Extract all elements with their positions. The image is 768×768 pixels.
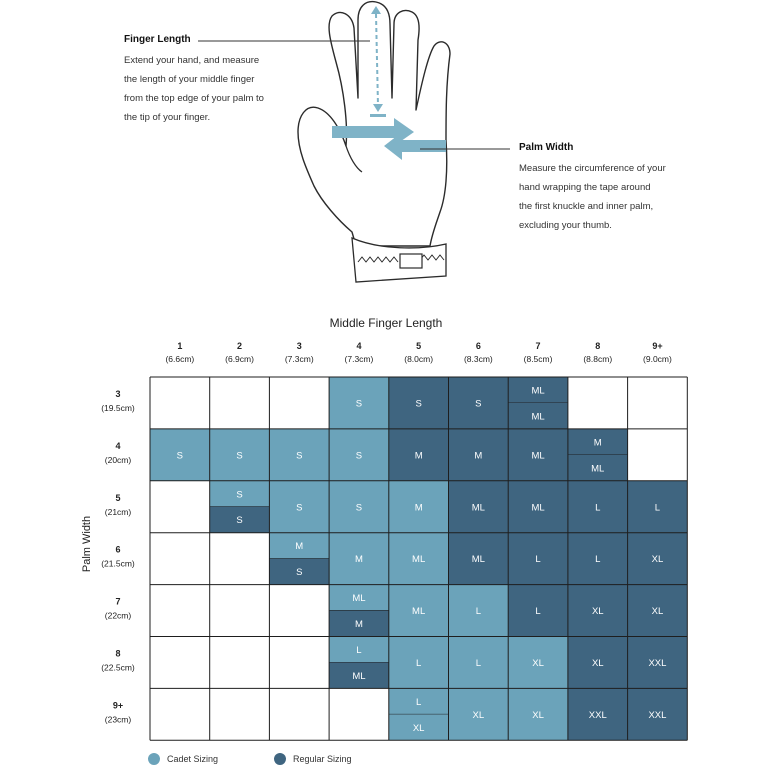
- size-label: ML: [471, 554, 485, 566]
- size-label: ML: [471, 502, 485, 514]
- finger-length-line: the tip of your finger.: [124, 112, 211, 123]
- column-header-size: 6: [475, 341, 481, 351]
- size-label: XL: [591, 657, 604, 669]
- palm-width-line: Measure the circumference of your: [519, 163, 666, 174]
- column-header-size: 9+: [652, 341, 663, 351]
- column-header-size: 4: [356, 341, 362, 351]
- size-label: ML: [412, 606, 426, 618]
- size-label: L: [416, 696, 422, 708]
- size-label: M: [593, 437, 602, 449]
- column-header-length: (6.6cm): [165, 354, 195, 364]
- size-label: L: [535, 606, 541, 618]
- size-label: ML: [531, 385, 545, 397]
- size-label: XXL: [648, 657, 667, 669]
- size-label: S: [296, 502, 303, 514]
- size-label: L: [475, 657, 481, 669]
- row-header-size: 3: [115, 388, 121, 399]
- size-label: XL: [651, 606, 664, 618]
- size-label: XXL: [648, 709, 667, 721]
- row-header-size: 8: [115, 648, 121, 659]
- size-label: XL: [651, 554, 664, 566]
- size-label: S: [355, 450, 363, 462]
- column-header-size: 1: [177, 341, 183, 351]
- size-label: ML: [352, 670, 366, 682]
- size-label: M: [414, 502, 423, 514]
- row-header-width: (21.5cm): [101, 558, 135, 569]
- size-label: M: [354, 554, 363, 566]
- column-header-size: 3: [296, 341, 302, 351]
- size-label: ML: [352, 593, 366, 605]
- finger-length-title: Finger Length: [124, 34, 191, 45]
- size-label: S: [355, 398, 363, 410]
- row-header-size: 4: [115, 440, 121, 451]
- row-header-size: 7: [115, 596, 121, 607]
- finger-length-line: Extend your hand, and measure: [124, 55, 260, 66]
- row-header-size: 5: [115, 492, 121, 503]
- column-header-length: (7.3cm): [284, 354, 314, 364]
- palm-width-title: Palm Width: [519, 142, 574, 153]
- size-label: ML: [531, 411, 545, 423]
- size-label: S: [236, 450, 243, 462]
- legend-cadet-label: Cadet Sizing: [167, 754, 219, 764]
- size-label: ML: [531, 502, 545, 514]
- size-label: XL: [591, 606, 604, 618]
- size-label: S: [236, 489, 243, 501]
- column-header-size: 8: [595, 341, 601, 351]
- size-label: M: [414, 450, 423, 462]
- size-label: S: [355, 502, 363, 514]
- size-label: S: [236, 515, 243, 527]
- row-header-width: (22.5cm): [101, 662, 135, 673]
- column-header-length: (8.8cm): [583, 354, 613, 364]
- size-label: L: [595, 554, 601, 566]
- size-label: S: [415, 398, 422, 410]
- size-label: XL: [532, 709, 544, 721]
- row-header-width: (23cm): [104, 714, 132, 725]
- legend-cadet: [148, 753, 218, 765]
- x-axis-title: Middle Finger Length: [329, 316, 443, 330]
- size-label: M: [295, 541, 304, 553]
- size-label: S: [475, 398, 482, 410]
- size-label: S: [176, 450, 184, 462]
- size-label: XXL: [588, 709, 607, 721]
- size-label: L: [535, 554, 541, 566]
- column-header-length: (8.0cm): [404, 354, 434, 364]
- size-label: ML: [412, 554, 426, 566]
- column-header-length: (9.0cm): [643, 354, 672, 364]
- row-header-width: (19.5cm): [101, 402, 135, 413]
- column-header-length: (6.9cm): [225, 354, 254, 364]
- size-label: S: [296, 567, 303, 579]
- palm-width-line: hand wrapping the tape around: [519, 182, 651, 193]
- size-label: M: [354, 619, 363, 631]
- column-header-length: (7.3cm): [344, 354, 374, 364]
- regular-swatch: [274, 753, 286, 765]
- size-label: L: [356, 644, 362, 656]
- size-label: S: [296, 450, 303, 462]
- row-header-width: (21cm): [104, 506, 132, 517]
- size-label: L: [475, 606, 481, 618]
- column-header-size: 5: [416, 341, 422, 351]
- legend-regular: [274, 753, 352, 765]
- size-label: XL: [412, 722, 425, 734]
- column-header-size: 2: [237, 341, 243, 351]
- row-header-width: (20cm): [104, 454, 132, 465]
- finger-length-line: from the top edge of your palm to: [124, 93, 264, 104]
- palm-width-line: excluding your thumb.: [519, 220, 612, 231]
- size-label: L: [595, 502, 601, 514]
- column-header-size: 7: [535, 341, 541, 351]
- size-label: ML: [591, 463, 605, 475]
- column-header-length: (8.3cm): [463, 354, 493, 364]
- size-label: XL: [472, 709, 485, 721]
- y-axis-title: Palm Width: [81, 515, 93, 573]
- finger-length-line: the length of your middle finger: [124, 74, 255, 85]
- size-label: ML: [531, 450, 545, 462]
- cadet-swatch: [148, 753, 160, 765]
- size-label: L: [416, 657, 422, 669]
- size-label: XL: [532, 657, 544, 669]
- size-label: M: [474, 450, 483, 462]
- row-header-size: 9+: [112, 700, 124, 711]
- palm-width-line: the first knuckle and inner palm,: [519, 201, 654, 212]
- row-header-width: (22cm): [104, 610, 132, 621]
- column-header-length: (8.5cm): [523, 354, 553, 364]
- row-header-size: 6: [115, 544, 121, 555]
- size-label: L: [654, 502, 661, 514]
- chart-body: [101, 341, 687, 740]
- legend-regular-label: Regular Sizing: [293, 754, 352, 764]
